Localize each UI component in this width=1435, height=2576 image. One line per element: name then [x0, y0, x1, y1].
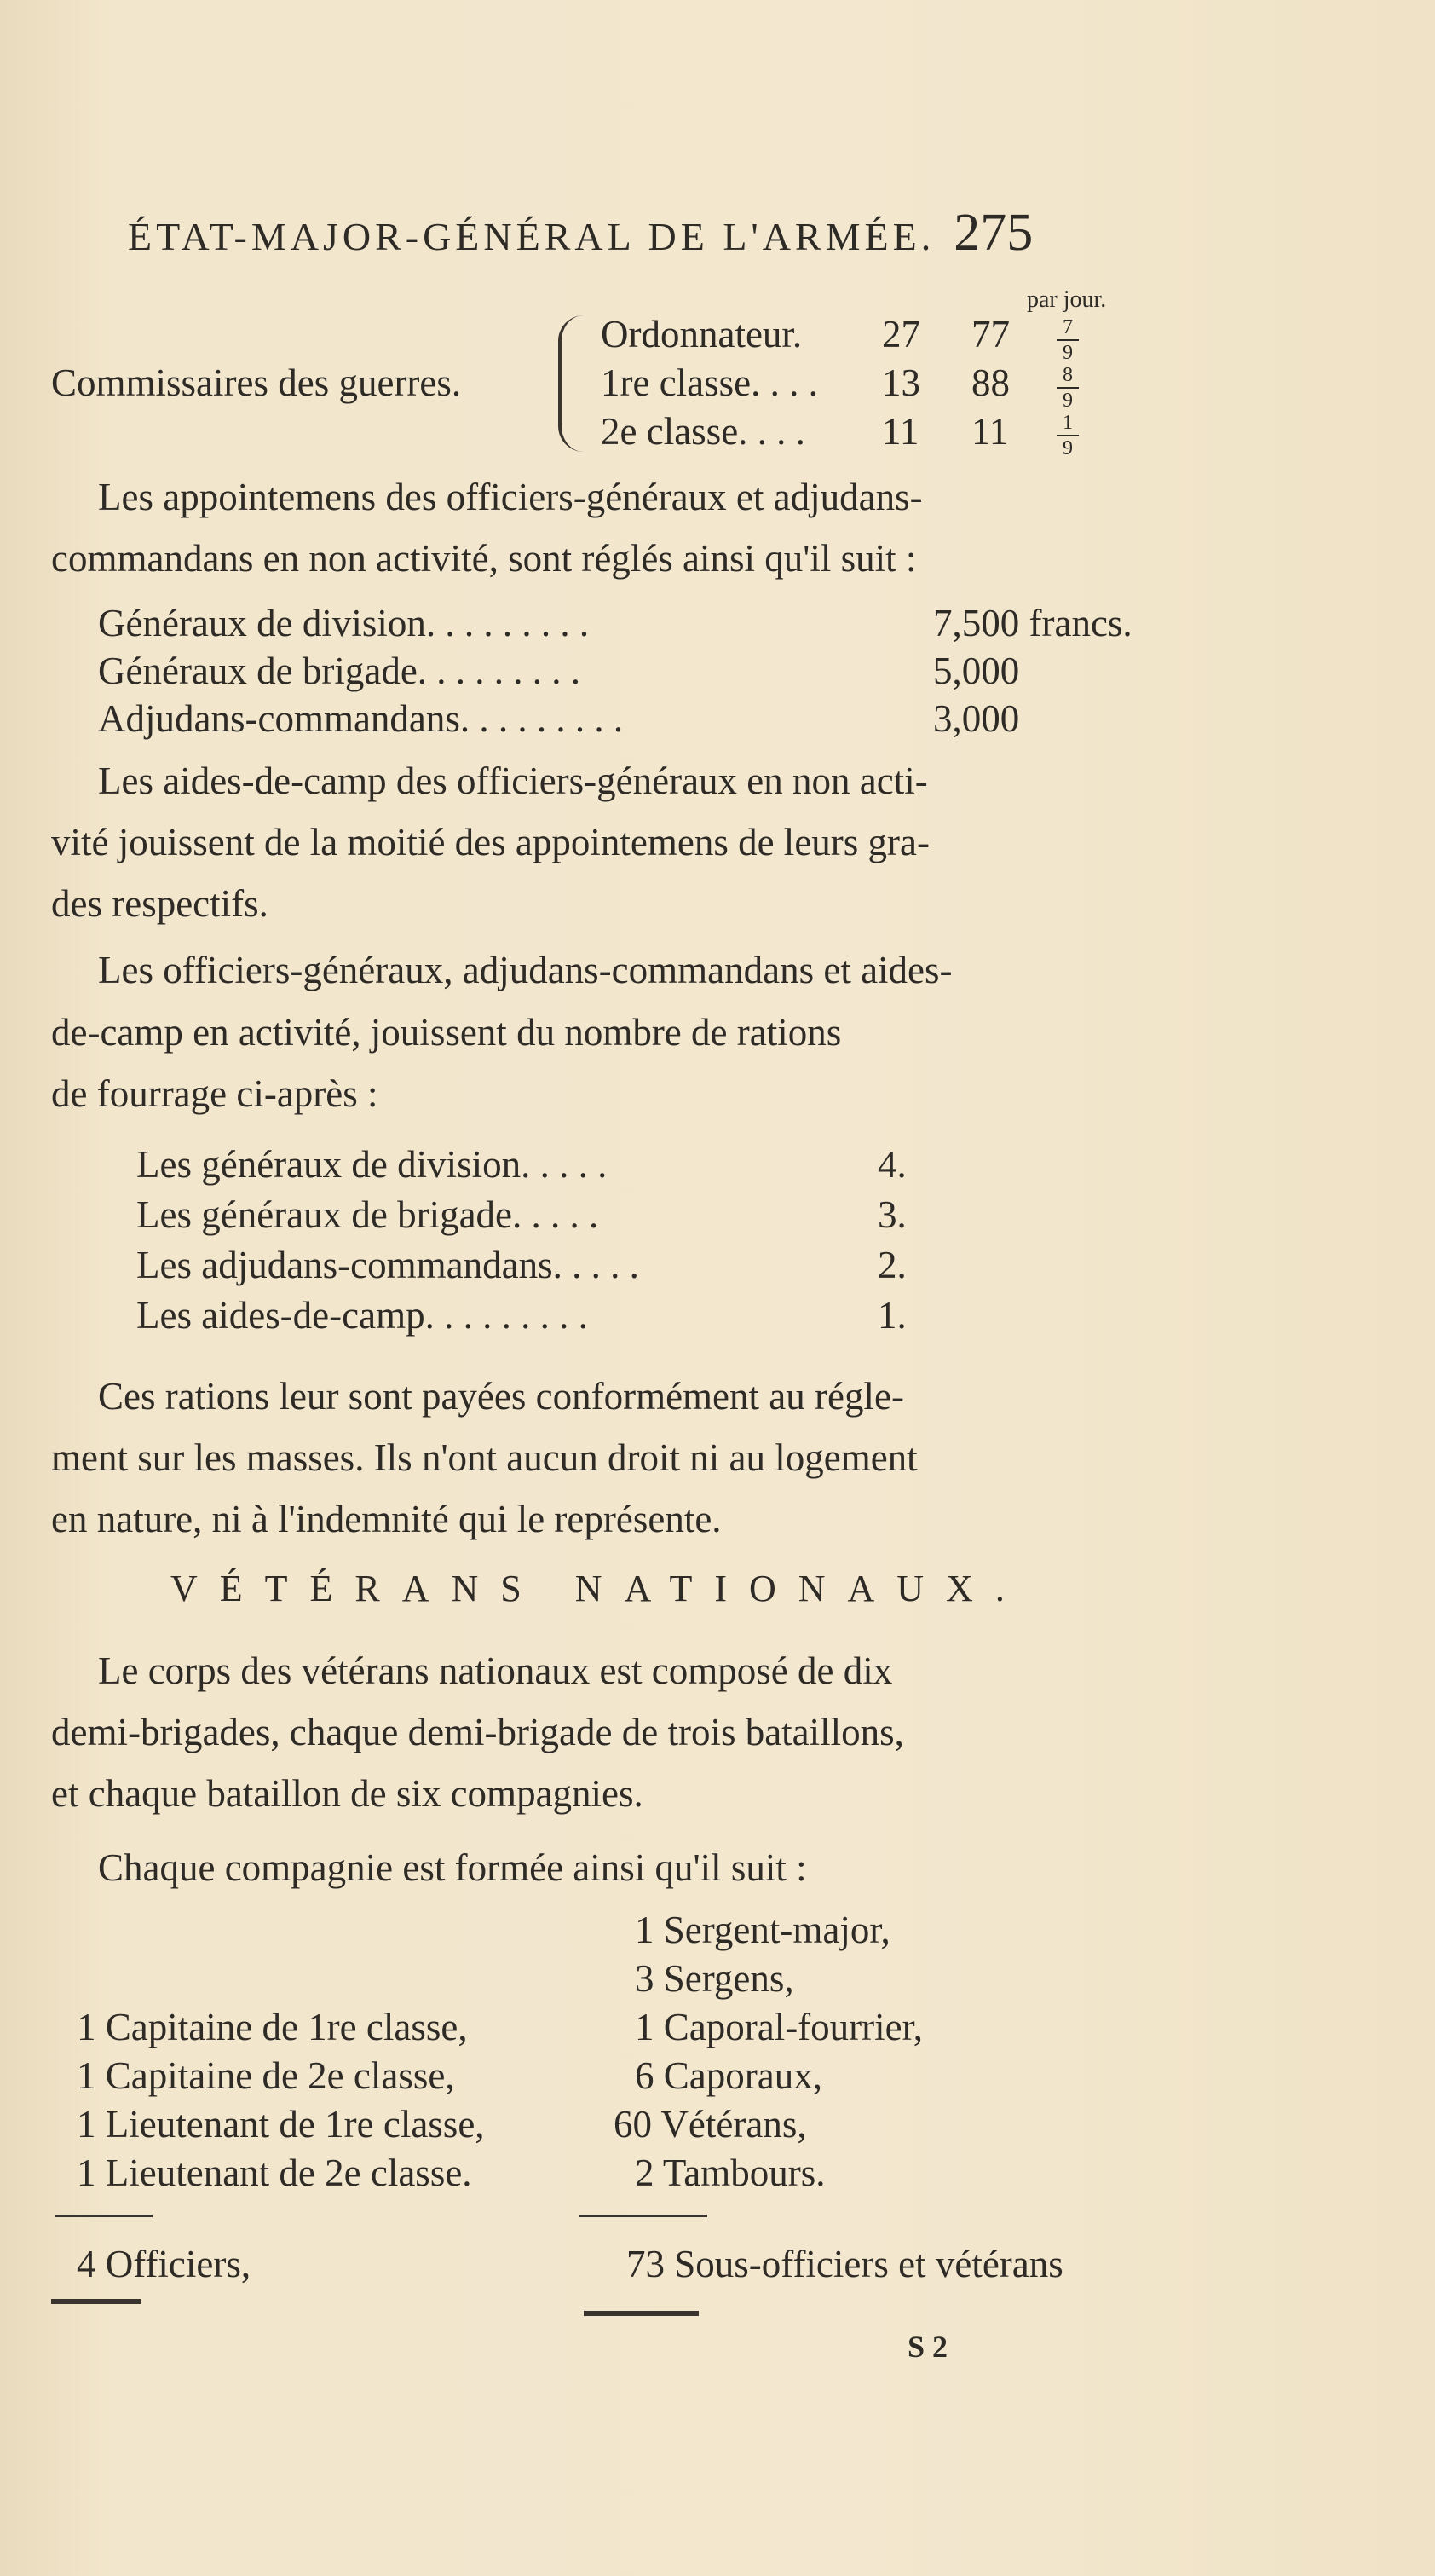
ration-label: Les aides-de-camp. . . . . . . . . [136, 1294, 588, 1337]
total-officiers: 4 Officiers, [77, 2243, 251, 2285]
paragraph-line: de-camp en activité, jouissent du nombre de rations [51, 1011, 842, 1054]
commissaire-francs: 11 [882, 410, 919, 453]
commissaire-francs: 27 [882, 313, 920, 355]
paragraph-line: Le corps des vétérans nationaux est composé de dix [98, 1649, 893, 1692]
running-header [128, 203, 1033, 263]
section-heading: VÉTÉRANS NATIONAUX. [170, 1568, 1027, 1609]
fraction-numerator: 7 [1063, 316, 1073, 338]
divider-rule [51, 2299, 141, 2304]
fraction [1057, 317, 1079, 363]
fraction-numerator: 8 [1063, 364, 1073, 386]
brace [558, 315, 585, 452]
commissaire-grade: Ordonnateur. [601, 313, 803, 355]
ration-label: Les généraux de brigade. . . . . [136, 1193, 599, 1236]
fraction [1057, 365, 1079, 411]
appointement-label: Généraux de division. . . . . . . . . [98, 602, 590, 644]
divider-rule [584, 2311, 699, 2316]
paragraph-line: en nature, ni à l'indemnité qui le représente. [51, 1498, 722, 1540]
paragraph-line: ment sur les masses. Ils n'ont aucun droit ni au logement [51, 1436, 918, 1479]
paragraph-line: Chaque compagnie est formée ainsi qu'il suit : [98, 1846, 807, 1889]
paragraph-line: Ces rations leur sont payées conformément au régle- [98, 1375, 904, 1418]
appointement-value: 5,000 [933, 650, 1020, 692]
ration-value: 2. [878, 1244, 907, 1286]
paragraph-line: Les officiers-généraux, adjudans-commandans et aides- [98, 949, 953, 991]
sous-officier-item: 1 Caporal-fourrier, [635, 2006, 924, 2048]
fraction-denominator: 9 [1063, 390, 1073, 412]
ration-value: 4. [878, 1143, 907, 1186]
paragraph-line: vité jouissent de la moitié des appointemens de leurs gra- [51, 821, 930, 863]
officier-item: 1 Capitaine de 1re classe, [77, 2006, 468, 2048]
commissaire-centimes: 11 [971, 410, 1009, 453]
paragraph-line: et chaque bataillon de six compagnies. [51, 1772, 643, 1815]
paragraph-line: Les aides-de-camp des officiers-généraux en non acti- [98, 760, 928, 802]
sous-officier-item: 60 Vétérans, [614, 2103, 807, 2146]
commissaire-centimes: 77 [971, 313, 1010, 355]
appointement-label: Généraux de brigade. . . . . . . . . [98, 650, 581, 692]
fraction-denominator: 9 [1063, 342, 1073, 364]
ration-value: 3. [878, 1193, 907, 1236]
officier-item: 1 Capitaine de 2e classe, [77, 2054, 455, 2097]
officier-item: 1 Lieutenant de 1re classe, [77, 2103, 485, 2146]
signature-mark: S 2 [908, 2330, 948, 2364]
commissaire-centimes: 88 [971, 361, 1010, 404]
appointement-label: Adjudans-commandans. . . . . . . . . [98, 697, 624, 740]
divider-rule [55, 2215, 153, 2217]
sous-officier-item: 3 Sergens, [635, 1957, 794, 2000]
fraction [1057, 413, 1079, 459]
divider-rule [579, 2215, 707, 2217]
paragraph-line: Les appointemens des officiers-généraux et adjudans- [98, 476, 923, 518]
commissaire-francs: 13 [882, 361, 920, 404]
fraction-numerator: 1 [1063, 412, 1073, 434]
paragraph-line: des respectifs. [51, 882, 268, 925]
sous-officier-item: 1 Sergent-major, [635, 1909, 890, 1951]
paragraph-line: commandans en non activité, sont réglés ainsi qu'il suit : [51, 537, 917, 580]
fraction-denominator: 9 [1063, 437, 1073, 459]
sous-officier-item: 6 Caporaux, [635, 2054, 822, 2097]
total-sous-officiers: 73 Sous-officiers et vétérans [626, 2243, 1063, 2285]
appointement-value: 3,000 [933, 697, 1020, 740]
appointement-value: 7,500 francs. [933, 602, 1132, 644]
paragraph-line: de fourrage ci-après : [51, 1072, 378, 1115]
officier-item: 1 Lieutenant de 2e classe. [77, 2151, 472, 2194]
paragraph-line: demi-brigades, chaque demi-brigade de trois bataillons, [51, 1711, 904, 1753]
ration-label: Les adjudans-commandans. . . . . [136, 1244, 639, 1286]
header-title: ÉTAT-MAJOR-GÉNÉRAL DE L'ARMÉE. [128, 215, 936, 258]
page-number: 275 [954, 204, 1034, 262]
commissaire-grade: 2e classe. . . . [601, 410, 805, 453]
ration-value: 1. [878, 1294, 907, 1337]
sous-officier-item: 2 Tambours. [635, 2151, 826, 2194]
par-jour-label: par jour. [1027, 286, 1107, 313]
commissaire-grade: 1re classe. . . . [601, 361, 818, 404]
commissaires-label: Commissaires des guerres. [51, 361, 462, 404]
ration-label: Les généraux de division. . . . . [136, 1143, 608, 1186]
